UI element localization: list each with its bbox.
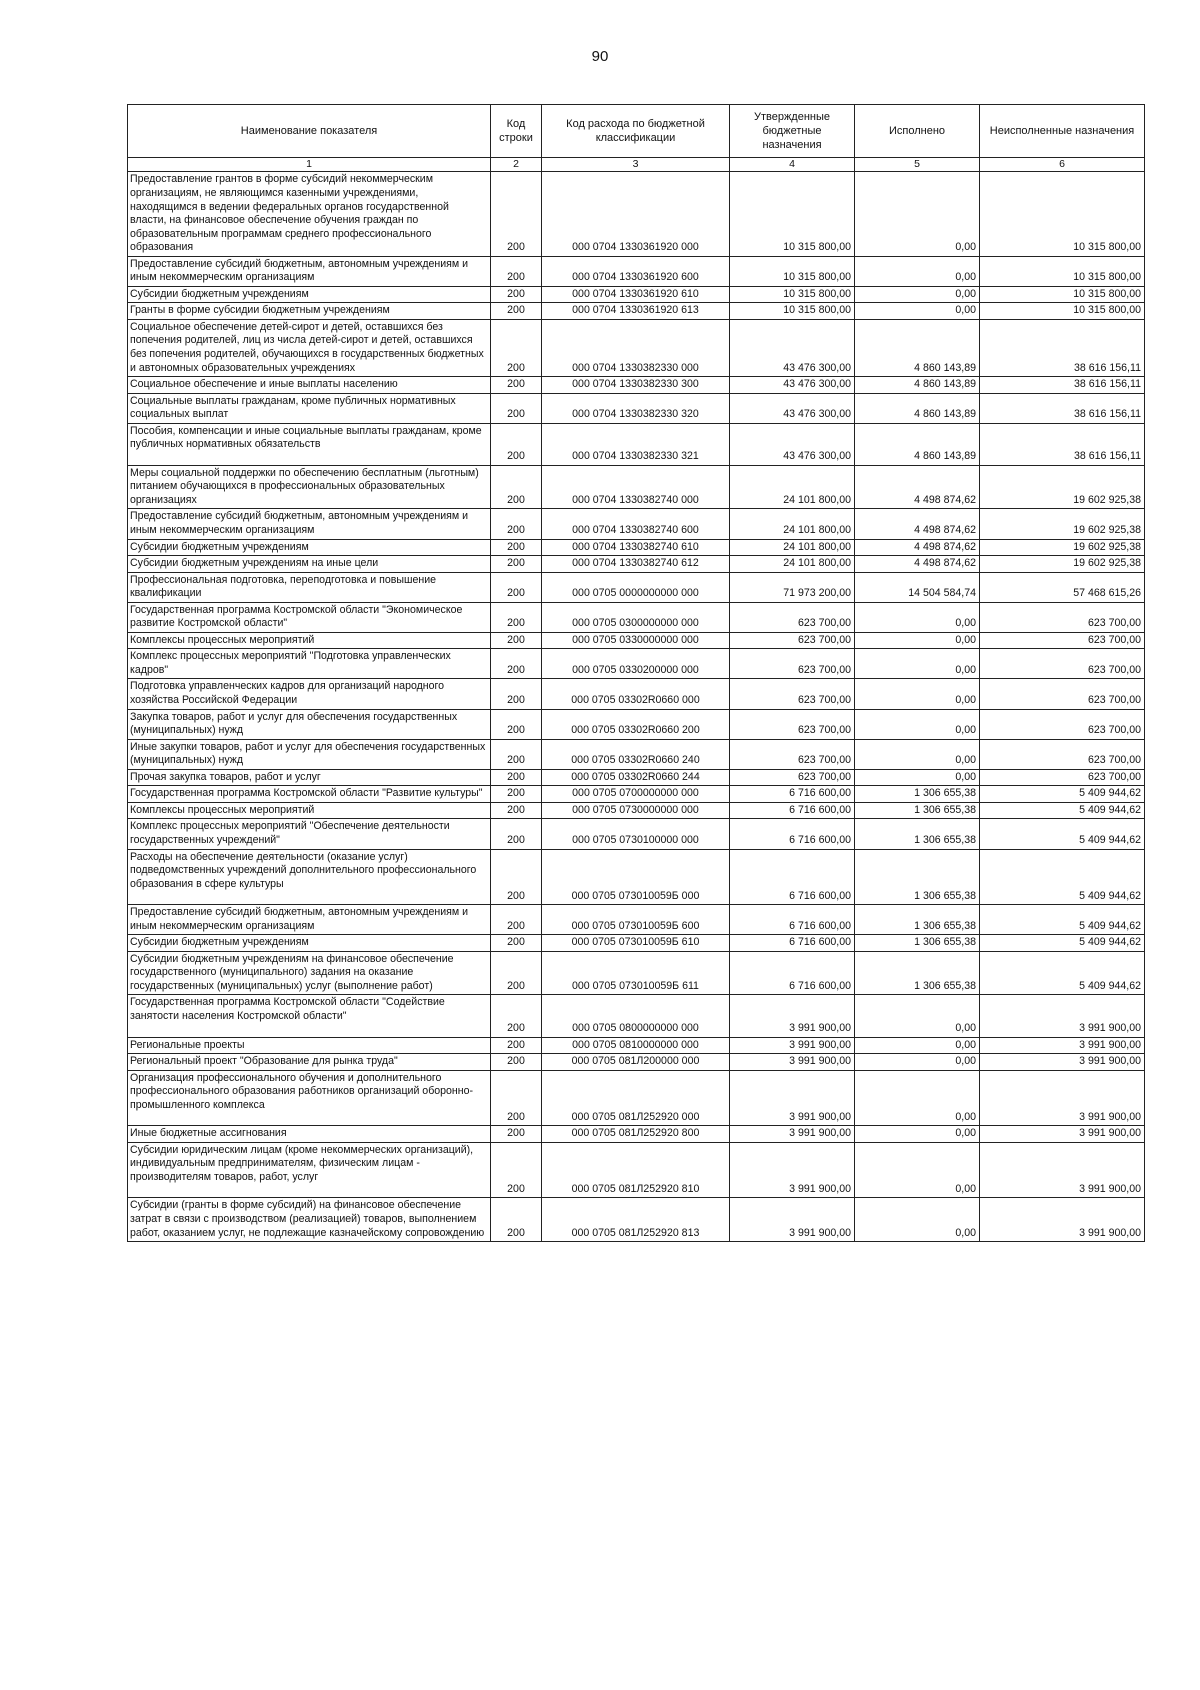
unexecuted-amount-cell: 623 700,00	[980, 649, 1145, 679]
budget-code-cell: 000 0704 1330361920 600	[542, 256, 730, 286]
line-code-cell: 200	[491, 632, 542, 649]
approved-amount-cell: 6 716 600,00	[730, 849, 855, 905]
line-code-cell: 200	[491, 802, 542, 819]
table-row	[128, 556, 1145, 573]
unexecuted-amount-cell: 5 409 944,62	[980, 786, 1145, 803]
line-code-cell: 200	[491, 849, 542, 905]
line-code-cell: 200	[491, 256, 542, 286]
table-row	[128, 649, 1145, 679]
budget-code-cell: 000 0705 081Л252920 800	[542, 1126, 730, 1143]
unexecuted-amount-cell: 38 616 156,11	[980, 423, 1145, 465]
table-row	[128, 602, 1145, 632]
executed-amount-cell: 0,00	[855, 602, 980, 632]
line-code-cell: 200	[491, 819, 542, 849]
unexecuted-amount-cell: 3 991 900,00	[980, 1037, 1145, 1054]
line-code-cell: 200	[491, 556, 542, 573]
column-number: 6	[980, 158, 1145, 172]
budget-code-cell: 000 0704 1330382740 000	[542, 465, 730, 509]
executed-amount-cell: 1 306 655,38	[855, 802, 980, 819]
executed-amount-cell: 4 860 143,89	[855, 319, 980, 376]
table-header-row	[128, 105, 1145, 158]
line-code-cell: 200	[491, 572, 542, 602]
unexecuted-amount-cell: 3 991 900,00	[980, 1126, 1145, 1143]
header-approved: Утвержденные бюджетные назначения	[730, 105, 855, 158]
indicator-name-cell: Меры социальной поддержки по обеспечению бесплатным (льготным) питанием обучающихся в профессиональных образовательных организациях	[128, 465, 491, 509]
indicator-name-cell: Предоставление субсидий бюджетным, автономным учреждениям и иным некоммерческим организациям	[128, 905, 491, 935]
indicator-name-cell: Государственная программа Костромской области "Экономическое развитие Костромской области"	[128, 602, 491, 632]
budget-code-cell: 000 0704 1330382330 320	[542, 393, 730, 423]
indicator-name-cell: Субсидии бюджетным учреждениям	[128, 539, 491, 556]
indicator-name-cell: Организация профессионального обучения и дополнительного профессионального образования работников организаций оборонно-промышленного комплекса	[128, 1070, 491, 1126]
unexecuted-amount-cell: 5 409 944,62	[980, 935, 1145, 952]
line-code-cell: 200	[491, 995, 542, 1037]
executed-amount-cell: 4 860 143,89	[855, 393, 980, 423]
budget-code-cell: 000 0704 1330382330 321	[542, 423, 730, 465]
indicator-name-cell: Социальное обеспечение и иные выплаты населению	[128, 377, 491, 394]
budget-code-cell: 000 0705 0810000000 000	[542, 1037, 730, 1054]
line-code-cell: 200	[491, 377, 542, 394]
indicator-name-cell: Региональный проект "Образование для рынка труда"	[128, 1054, 491, 1071]
executed-amount-cell: 1 306 655,38	[855, 849, 980, 905]
executed-amount-cell: 0,00	[855, 1126, 980, 1143]
line-code-cell: 200	[491, 649, 542, 679]
line-code-cell: 200	[491, 1142, 542, 1198]
indicator-name-cell: Субсидии юридическим лицам (кроме некоммерческих организаций), индивидуальным предпринимателям, физическим лицам - производителям товаров, работ, услуг	[128, 1142, 491, 1198]
line-code-cell: 200	[491, 602, 542, 632]
budget-code-cell: 000 0705 073010059Б 000	[542, 849, 730, 905]
line-code-cell: 200	[491, 769, 542, 786]
unexecuted-amount-cell: 38 616 156,11	[980, 319, 1145, 376]
executed-amount-cell: 0,00	[855, 1142, 980, 1198]
indicator-name-cell: Подготовка управленческих кадров для организаций народного хозяйства Российской Федерации	[128, 679, 491, 709]
line-code-cell: 200	[491, 739, 542, 769]
budget-code-cell: 000 0704 1330382740 600	[542, 509, 730, 539]
approved-amount-cell: 71 973 200,00	[730, 572, 855, 602]
indicator-name-cell: Пособия, компенсации и иные социальные выплаты гражданам, кроме публичных нормативных обязательств	[128, 423, 491, 465]
approved-amount-cell: 10 315 800,00	[730, 286, 855, 303]
unexecuted-amount-cell: 3 991 900,00	[980, 1070, 1145, 1126]
budget-code-cell: 000 0705 081Л252920 810	[542, 1142, 730, 1198]
budget-code-cell: 000 0705 0800000000 000	[542, 995, 730, 1037]
executed-amount-cell: 0,00	[855, 172, 980, 256]
executed-amount-cell: 4 860 143,89	[855, 423, 980, 465]
approved-amount-cell: 24 101 800,00	[730, 539, 855, 556]
line-code-cell: 200	[491, 423, 542, 465]
executed-amount-cell: 0,00	[855, 286, 980, 303]
unexecuted-amount-cell: 5 409 944,62	[980, 849, 1145, 905]
table-row	[128, 951, 1145, 995]
approved-amount-cell: 10 315 800,00	[730, 172, 855, 256]
approved-amount-cell: 623 700,00	[730, 649, 855, 679]
approved-amount-cell: 3 991 900,00	[730, 995, 855, 1037]
budget-code-cell: 000 0704 1330382740 610	[542, 539, 730, 556]
approved-amount-cell: 43 476 300,00	[730, 393, 855, 423]
line-code-cell: 200	[491, 786, 542, 803]
budget-code-cell: 000 0705 0700000000 000	[542, 786, 730, 803]
executed-amount-cell: 0,00	[855, 769, 980, 786]
table-row	[128, 539, 1145, 556]
table-row	[128, 423, 1145, 465]
executed-amount-cell: 0,00	[855, 256, 980, 286]
table-row	[128, 1037, 1145, 1054]
column-number: 3	[542, 158, 730, 172]
executed-amount-cell: 0,00	[855, 1054, 980, 1071]
line-code-cell: 200	[491, 319, 542, 376]
approved-amount-cell: 3 991 900,00	[730, 1198, 855, 1242]
unexecuted-amount-cell: 38 616 156,11	[980, 393, 1145, 423]
line-code-cell: 200	[491, 286, 542, 303]
executed-amount-cell: 4 498 874,62	[855, 539, 980, 556]
line-code-cell: 200	[491, 679, 542, 709]
indicator-name-cell: Расходы на обеспечение деятельности (оказание услуг) подведомственных учреждений дополнительного профессионального образования в сфере культуры	[128, 849, 491, 905]
table-row	[128, 935, 1145, 952]
budget-code-cell: 000 0705 081Л252920 000	[542, 1070, 730, 1126]
approved-amount-cell: 3 991 900,00	[730, 1037, 855, 1054]
approved-amount-cell: 623 700,00	[730, 739, 855, 769]
executed-amount-cell: 1 306 655,38	[855, 819, 980, 849]
table-row	[128, 819, 1145, 849]
budget-code-cell: 000 0704 1330361920 610	[542, 286, 730, 303]
budget-code-cell: 000 0705 0330000000 000	[542, 632, 730, 649]
indicator-name-cell: Закупка товаров, работ и услуг для обеспечения государственных (муниципальных) нужд	[128, 709, 491, 739]
budget-code-cell: 000 0705 0000000000 000	[542, 572, 730, 602]
budget-code-cell: 000 0705 0300000000 000	[542, 602, 730, 632]
approved-amount-cell: 6 716 600,00	[730, 819, 855, 849]
line-code-cell: 200	[491, 1054, 542, 1071]
budget-code-cell: 000 0705 03302R0660 000	[542, 679, 730, 709]
indicator-name-cell: Субсидии бюджетным учреждениям	[128, 286, 491, 303]
table-row	[128, 1054, 1145, 1071]
table-row	[128, 393, 1145, 423]
budget-code-cell: 000 0704 1330382740 612	[542, 556, 730, 573]
column-number: 4	[730, 158, 855, 172]
unexecuted-amount-cell: 19 602 925,38	[980, 509, 1145, 539]
approved-amount-cell: 10 315 800,00	[730, 303, 855, 320]
unexecuted-amount-cell: 5 409 944,62	[980, 905, 1145, 935]
executed-amount-cell: 0,00	[855, 1198, 980, 1242]
budget-code-cell: 000 0704 1330361920 613	[542, 303, 730, 320]
table-row	[128, 786, 1145, 803]
header-executed: Исполнено	[855, 105, 980, 158]
table-row	[128, 849, 1145, 905]
line-code-cell: 200	[491, 935, 542, 952]
executed-amount-cell: 0,00	[855, 709, 980, 739]
table-column-numbers-row	[128, 158, 1145, 172]
budget-code-cell: 000 0705 0730100000 000	[542, 819, 730, 849]
unexecuted-amount-cell: 19 602 925,38	[980, 465, 1145, 509]
approved-amount-cell: 24 101 800,00	[730, 509, 855, 539]
table-row	[128, 1126, 1145, 1143]
executed-amount-cell: 4 498 874,62	[855, 556, 980, 573]
approved-amount-cell: 6 716 600,00	[730, 951, 855, 995]
executed-amount-cell: 4 498 874,62	[855, 509, 980, 539]
line-code-cell: 200	[491, 172, 542, 256]
approved-amount-cell: 3 991 900,00	[730, 1126, 855, 1143]
executed-amount-cell: 4 498 874,62	[855, 465, 980, 509]
table-row	[128, 319, 1145, 376]
budget-code-cell: 000 0705 03302R0660 240	[542, 739, 730, 769]
approved-amount-cell: 623 700,00	[730, 602, 855, 632]
approved-amount-cell: 3 991 900,00	[730, 1142, 855, 1198]
executed-amount-cell: 1 306 655,38	[855, 905, 980, 935]
indicator-name-cell: Комплексы процессных мероприятий	[128, 632, 491, 649]
table-row	[128, 632, 1145, 649]
table-row	[128, 1142, 1145, 1198]
unexecuted-amount-cell: 10 315 800,00	[980, 286, 1145, 303]
indicator-name-cell: Субсидии бюджетным учреждениям на иные цели	[128, 556, 491, 573]
executed-amount-cell: 14 504 584,74	[855, 572, 980, 602]
indicator-name-cell: Предоставление субсидий бюджетным, автономным учреждениям и иным некоммерческим организациям	[128, 509, 491, 539]
approved-amount-cell: 6 716 600,00	[730, 786, 855, 803]
header-unexecuted: Неисполненные назначения	[980, 105, 1145, 158]
indicator-name-cell: Комплекс процессных мероприятий "Обеспечение деятельности государственных учреждений"	[128, 819, 491, 849]
table-body	[128, 172, 1145, 1242]
unexecuted-amount-cell: 19 602 925,38	[980, 556, 1145, 573]
table-row	[128, 1070, 1145, 1126]
indicator-name-cell: Предоставление субсидий бюджетным, автономным учреждениям и иным некоммерческим организациям	[128, 256, 491, 286]
indicator-name-cell: Социальное обеспечение детей-сирот и детей, оставшихся без попечения родителей, лиц из числа детей-сирот и детей, оставшихся без попечения родителей, обучающихся в государственных бюджетных и автономных образовательных учреждениях	[128, 319, 491, 376]
approved-amount-cell: 43 476 300,00	[730, 319, 855, 376]
indicator-name-cell: Иные бюджетные ассигнования	[128, 1126, 491, 1143]
line-code-cell: 200	[491, 465, 542, 509]
column-number: 2	[491, 158, 542, 172]
executed-amount-cell: 0,00	[855, 632, 980, 649]
indicator-name-cell: Государственная программа Костромской области "Развитие культуры"	[128, 786, 491, 803]
executed-amount-cell: 0,00	[855, 679, 980, 709]
table-row	[128, 905, 1145, 935]
table-row	[128, 679, 1145, 709]
table-row	[128, 709, 1145, 739]
unexecuted-amount-cell: 38 616 156,11	[980, 377, 1145, 394]
unexecuted-amount-cell: 623 700,00	[980, 602, 1145, 632]
line-code-cell: 200	[491, 1198, 542, 1242]
unexecuted-amount-cell: 10 315 800,00	[980, 303, 1145, 320]
unexecuted-amount-cell: 5 409 944,62	[980, 802, 1145, 819]
line-code-cell: 200	[491, 709, 542, 739]
page-number: 90	[591, 48, 609, 65]
line-code-cell: 200	[491, 1070, 542, 1126]
unexecuted-amount-cell: 3 991 900,00	[980, 1054, 1145, 1071]
unexecuted-amount-cell: 623 700,00	[980, 739, 1145, 769]
table-row	[128, 465, 1145, 509]
budget-code-cell: 000 0705 0330200000 000	[542, 649, 730, 679]
unexecuted-amount-cell: 3 991 900,00	[980, 995, 1145, 1037]
executed-amount-cell: 1 306 655,38	[855, 951, 980, 995]
approved-amount-cell: 43 476 300,00	[730, 423, 855, 465]
indicator-name-cell: Гранты в форме субсидии бюджетным учреждениям	[128, 303, 491, 320]
indicator-name-cell: Иные закупки товаров, работ и услуг для обеспечения государственных (муниципальных) нужд	[128, 739, 491, 769]
unexecuted-amount-cell: 5 409 944,62	[980, 819, 1145, 849]
indicator-name-cell: Прочая закупка товаров, работ и услуг	[128, 769, 491, 786]
budget-code-cell: 000 0705 073010059Б 610	[542, 935, 730, 952]
unexecuted-amount-cell: 5 409 944,62	[980, 951, 1145, 995]
unexecuted-amount-cell: 623 700,00	[980, 769, 1145, 786]
line-code-cell: 200	[491, 1037, 542, 1054]
indicator-name-cell: Субсидии бюджетным учреждениям на финансовое обеспечение государственного (муниципального) задания на оказание государственных (муниципальных) услуг (выполнение работ)	[128, 951, 491, 995]
table-row	[128, 377, 1145, 394]
budget-code-cell: 000 0705 03302R0660 244	[542, 769, 730, 786]
table-row	[128, 572, 1145, 602]
line-code-cell: 200	[491, 303, 542, 320]
approved-amount-cell: 623 700,00	[730, 709, 855, 739]
executed-amount-cell: 0,00	[855, 739, 980, 769]
header-budget-classification: Код расхода по бюджетной классификации	[542, 105, 730, 158]
executed-amount-cell: 0,00	[855, 1037, 980, 1054]
approved-amount-cell: 6 716 600,00	[730, 935, 855, 952]
approved-amount-cell: 623 700,00	[730, 679, 855, 709]
indicator-name-cell: Субсидии (гранты в форме субсидий) на финансовое обеспечение затрат в связи с производством (реализацией) товаров, выполнением работ, оказанием услуг, не подлежащие казначейскому сопровождению	[128, 1198, 491, 1242]
indicator-name-cell: Субсидии бюджетным учреждениям	[128, 935, 491, 952]
indicator-name-cell: Государственная программа Костромской области "Содействие занятости населения Костромской области"	[128, 995, 491, 1037]
line-code-cell: 200	[491, 509, 542, 539]
table-row	[128, 1198, 1145, 1242]
indicator-name-cell: Комплексы процессных мероприятий	[128, 802, 491, 819]
budget-code-cell: 000 0704 1330382330 300	[542, 377, 730, 394]
approved-amount-cell: 10 315 800,00	[730, 256, 855, 286]
approved-amount-cell: 3 991 900,00	[730, 1070, 855, 1126]
approved-amount-cell: 6 716 600,00	[730, 802, 855, 819]
executed-amount-cell: 1 306 655,38	[855, 786, 980, 803]
indicator-name-cell: Региональные проекты	[128, 1037, 491, 1054]
executed-amount-cell: 0,00	[855, 1070, 980, 1126]
column-number: 5	[855, 158, 980, 172]
header-line-code: Код строки	[491, 105, 542, 158]
unexecuted-amount-cell: 623 700,00	[980, 632, 1145, 649]
unexecuted-amount-cell: 10 315 800,00	[980, 256, 1145, 286]
column-number: 1	[128, 158, 491, 172]
unexecuted-amount-cell: 10 315 800,00	[980, 172, 1145, 256]
line-code-cell: 200	[491, 393, 542, 423]
executed-amount-cell: 1 306 655,38	[855, 935, 980, 952]
approved-amount-cell: 6 716 600,00	[730, 905, 855, 935]
approved-amount-cell: 623 700,00	[730, 632, 855, 649]
table-row	[128, 509, 1145, 539]
unexecuted-amount-cell: 57 468 615,26	[980, 572, 1145, 602]
table-row	[128, 769, 1145, 786]
budget-code-cell: 000 0705 081Л200000 000	[542, 1054, 730, 1071]
table-row	[128, 802, 1145, 819]
header-indicator-name: Наименование показателя	[128, 105, 491, 158]
approved-amount-cell: 43 476 300,00	[730, 377, 855, 394]
budget-code-cell: 000 0705 0730000000 000	[542, 802, 730, 819]
budget-code-cell: 000 0705 073010059Б 600	[542, 905, 730, 935]
unexecuted-amount-cell: 19 602 925,38	[980, 539, 1145, 556]
table-row	[128, 303, 1145, 320]
unexecuted-amount-cell: 623 700,00	[980, 679, 1145, 709]
line-code-cell: 200	[491, 1126, 542, 1143]
budget-code-cell: 000 0704 1330361920 000	[542, 172, 730, 256]
line-code-cell: 200	[491, 539, 542, 556]
executed-amount-cell: 0,00	[855, 303, 980, 320]
approved-amount-cell: 623 700,00	[730, 769, 855, 786]
budget-code-cell: 000 0705 073010059Б 611	[542, 951, 730, 995]
unexecuted-amount-cell: 3 991 900,00	[980, 1142, 1145, 1198]
budget-code-cell: 000 0704 1330382330 000	[542, 319, 730, 376]
executed-amount-cell: 0,00	[855, 995, 980, 1037]
approved-amount-cell: 24 101 800,00	[730, 465, 855, 509]
table-row	[128, 739, 1145, 769]
table-row	[128, 995, 1145, 1037]
unexecuted-amount-cell: 623 700,00	[980, 709, 1145, 739]
executed-amount-cell: 0,00	[855, 649, 980, 679]
table-row	[128, 286, 1145, 303]
indicator-name-cell: Социальные выплаты гражданам, кроме публичных нормативных социальных выплат	[128, 393, 491, 423]
approved-amount-cell: 24 101 800,00	[730, 556, 855, 573]
executed-amount-cell: 4 860 143,89	[855, 377, 980, 394]
approved-amount-cell: 3 991 900,00	[730, 1054, 855, 1071]
line-code-cell: 200	[491, 951, 542, 995]
indicator-name-cell: Комплекс процессных мероприятий "Подготовка управленческих кадров"	[128, 649, 491, 679]
indicator-name-cell: Профессиональная подготовка, переподготовка и повышение квалификации	[128, 572, 491, 602]
budget-execution-table	[127, 104, 1145, 1242]
line-code-cell: 200	[491, 905, 542, 935]
budget-code-cell: 000 0705 03302R0660 200	[542, 709, 730, 739]
unexecuted-amount-cell: 3 991 900,00	[980, 1198, 1145, 1242]
table-row	[128, 172, 1145, 256]
budget-code-cell: 000 0705 081Л252920 813	[542, 1198, 730, 1242]
table-row	[128, 256, 1145, 286]
indicator-name-cell: Предоставление грантов в форме субсидий некоммерческим организациям, не являющимся казенными учреждениями, находящимся в ведении федеральных органов государственной власти, на финансовое обеспечение обучения граждан по образовательным программам среднего профессионального образования	[128, 172, 491, 256]
